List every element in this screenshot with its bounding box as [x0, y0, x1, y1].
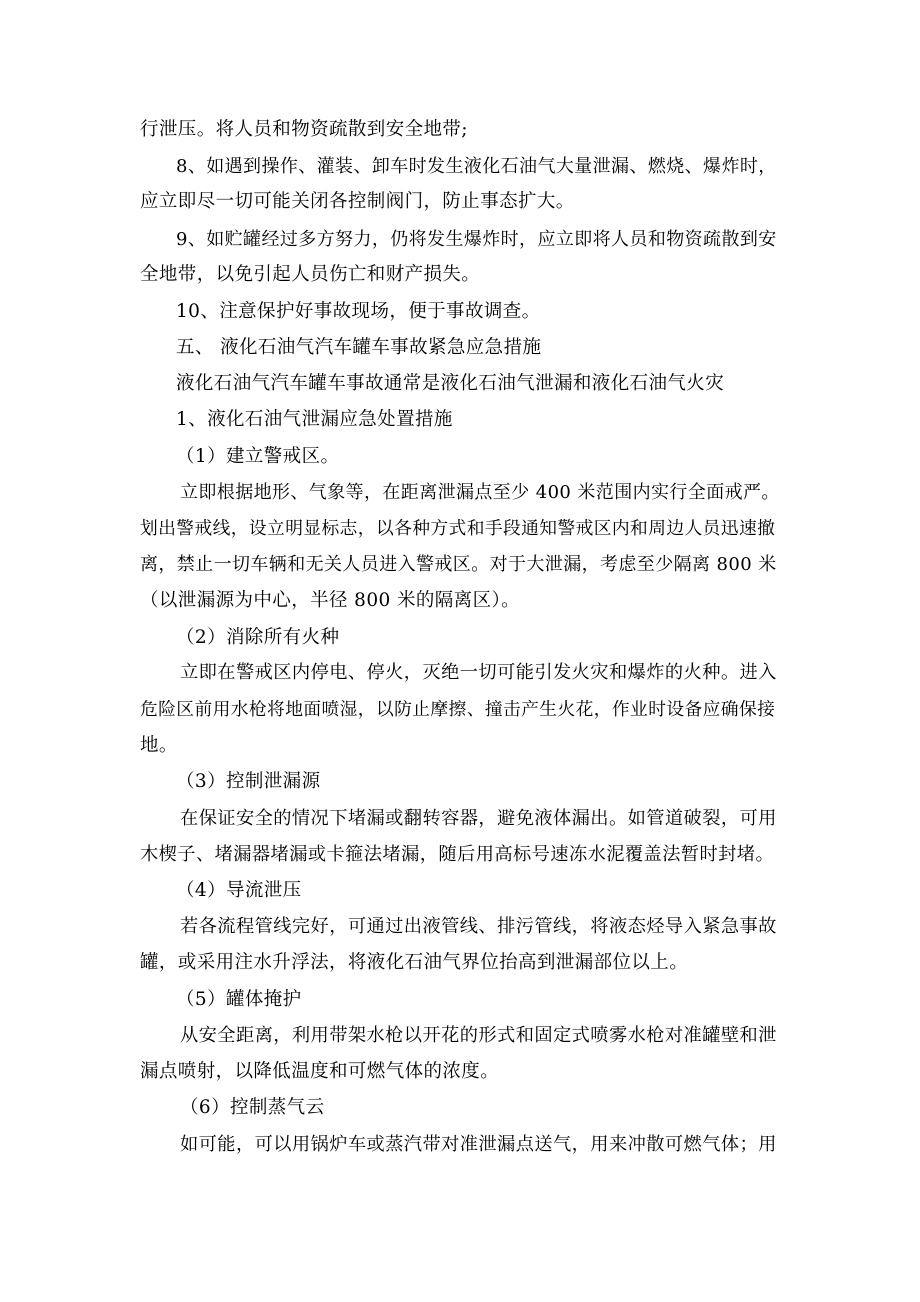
item-heading: （3）控制泄漏源 [176, 771, 321, 792]
text-line: 立即在警戒区内停电、停火，灭绝一切可能引发火灾和爆炸的火种。进入 [180, 662, 777, 683]
text-line: 漏点喷射，以降低温度和可燃气体的浓度。 [140, 1061, 500, 1082]
text-line: 立即根据地形、气象等，在距离泄漏点至少 400 米范围内实行全面戒严。 [180, 482, 780, 503]
text-line: 划出警戒线，设立明显标志，以各种方式和手段通知警戒区内和周边人员迅速撤 [140, 519, 776, 539]
text-line: 地。 [140, 735, 178, 756]
text-line: （以泄漏源为中心，半径 800 米的隔离区）。 [140, 590, 521, 611]
text-line: 行泄压。将人员和物资疏散到安全地带; [140, 119, 468, 140]
item-heading: （4）导流泄压 [176, 880, 302, 901]
text-line: 10、注意保护好事故现场，便于事故调查。 [176, 301, 541, 322]
item-heading: （5）罐体掩护 [176, 989, 302, 1010]
text-line: 9、如贮罐经过多方努力，仍将发生爆炸时，应立即将人员和物资疏散到安 [176, 229, 777, 250]
text-line: 应立即尽一切可能关闭各控制阀门，防止事态扩大。 [140, 191, 575, 212]
text-line: 如可能，可以用锅炉车或蒸汽带对准泄漏点送气，用来冲散可燃气体；用 [180, 1134, 777, 1155]
text-line: 全地带，以免引起人员伤亡和财产损失。 [140, 264, 481, 285]
text-line: 8、如遇到操作、灌装、卸车时发生液化石油气大量泄漏、燃烧、爆炸时， [176, 156, 777, 177]
item-heading: （6）控制蒸气云 [180, 1097, 325, 1118]
text-line: 危险区前用水枪将地面喷湿，以防止摩擦、撞击产生火花，作业时设备应确保接 [140, 700, 776, 720]
text-line: 若各流程管线完好，可通过出液管线、排污管线，将液态烃导入紧急事故 [180, 916, 777, 937]
text-line: 在保证安全的情况下堵漏或翻转容器，避免液体漏出。如管道破裂，可用 [180, 808, 777, 829]
section-heading: 五、 液化石油气汽车罐车事故紧急应急措施 [176, 337, 542, 358]
text-line: 罐，或采用注水升浮法，将液化石油气界位抬高到泄漏部位以上。 [140, 952, 689, 973]
text-line: 液化石油气汽车罐车事故通常是液化石油气泄漏和液化石油气火灾 [176, 373, 725, 394]
text-line: 离，禁止一切车辆和无关人员进入警戒区。对于大泄漏，考虑至少隔离 800 米 [140, 554, 777, 575]
text-line: 从安全距离，利用带架水枪以开花的形式和固定式喷雾水枪对准罐壁和泄 [180, 1025, 777, 1046]
item-heading: （1）建立警戒区。 [176, 446, 340, 467]
text-line: 木楔子、堵漏器堵漏或卡箍法堵漏，随后用高标号速冻水泥覆盖法暂时封堵。 [140, 844, 775, 865]
item-heading: （2）消除所有火种 [176, 627, 340, 648]
subsection-heading: 1、液化石油气泄漏应急处置措施 [176, 409, 453, 430]
